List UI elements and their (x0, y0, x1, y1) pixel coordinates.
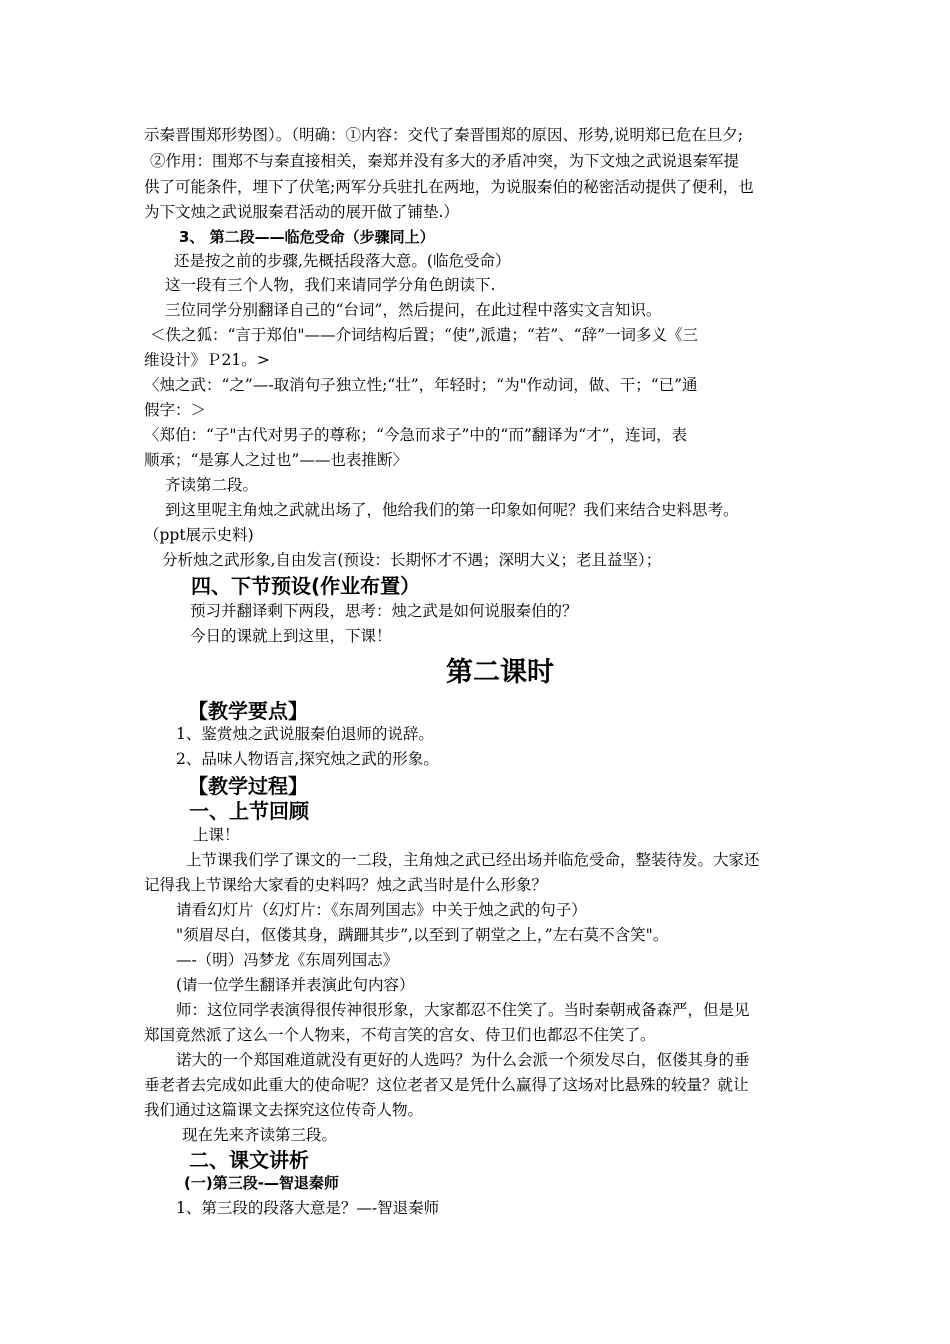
paragraph-line: 维设计》Ｐ21。> (144, 351, 270, 369)
paragraph-line: 供了可能条件，埋下了伏笔;两军分兵驻扎在两地，为说服秦伯的秘密活动提供了便利，也 (144, 178, 754, 196)
paragraph-line: 到这里呢主角烛之武就出场了，他给我们的第一印象如何呢？我们来结合史料思考。 (165, 501, 739, 519)
section-heading: 二、课文讲析 (189, 1148, 309, 1172)
section-heading: 四、下节预设(作业布置） (191, 574, 421, 598)
paragraph-line: 〈郑伯：“子"古代对男子的尊称；“今急而求子”中的“而”翻译为“才”，连词，表 (144, 426, 688, 444)
paragraph-line: 三位同学分别翻译自己的“台词”，然后提问，在此过程中落实文言知识。 (165, 301, 662, 319)
section-heading: 【教学过程】 (188, 774, 308, 798)
paragraph-line: 齐读第二段。 (165, 476, 259, 494)
lesson-title: 第二课时 (446, 657, 554, 688)
paragraph-line: 今日的课就上到这里，下课！ (190, 627, 392, 645)
paragraph-line: (请一位学生翻译并表演此句内容） (176, 976, 415, 994)
subsection-heading: (一)第三段-—智退秦师 (184, 1174, 339, 1192)
paragraph-line: ②作用：围郑不与秦直接相关，秦郑并没有多大的矛盾冲突，为下文烛之武说退秦军提 (150, 152, 740, 170)
paragraph-line: 我们通过这篇课文去探究这位传奇人物。 (144, 1101, 424, 1119)
paragraph-line: （ppt展示史料) (144, 526, 254, 544)
paragraph-line: 示秦晋围郑形势图）。（明确：①内容：交代了秦晋围郑的原因、形势,说明郑已危在旦夕; (144, 126, 744, 144)
paragraph-line: 还是按之前的步骤,先概括段落大意。(临危受命） (174, 252, 511, 270)
paragraph-line: 现在先来齐读第三段。 (182, 1126, 338, 1144)
paragraph-line: 为下文烛之武说服秦君活动的展开做了铺垫.） (144, 203, 459, 221)
paragraph-line: "须眉尽白，伛偻其身，蹒跚其步”,以至到了朝堂之上，”左右莫不含笑"。 (176, 926, 669, 944)
paragraph-line: 预习并翻译剩下两段，思考：烛之武是如何说服秦伯的？ (190, 602, 578, 620)
paragraph-line: 顺承；“是寡人之过也”——也表推断〉 (144, 451, 408, 469)
paragraph-line: 垂老者去完成如此重大的使命呢？这位老者又是凭什么赢得了这场对比悬殊的较量？就让 (144, 1076, 749, 1094)
paragraph-line: 分析烛之武形象,自由发言(预设：长期怀才不遇；深明大义；老且益坚）； (162, 551, 662, 569)
paragraph-line: 这一段有三个人物，我们来请同学分角色朗读下. (165, 276, 496, 294)
list-item: 1、鉴赏烛之武说服秦伯退师的说辞。 (176, 725, 434, 743)
paragraph-line: 请看幻灯片（幻灯片：《东周列国志》中关于烛之武的句子） (176, 901, 587, 919)
paragraph-line: 〈烛之武：“之”—-取消句子独立性;“壮”，年轻时；“为"作动词，做、干；“已”通 (144, 376, 698, 394)
paragraph-line: 师：这位同学表演得很传神很形象，大家都忍不住笑了。当时秦朝戒备森严，但是见 (176, 1001, 750, 1019)
paragraph-line: 假字：＞ (144, 401, 207, 419)
section-heading: 一、上节回顾 (189, 799, 309, 823)
paragraph-line: 上节课我们学了课文的一二段，主角烛之武已经出场并临危受命，整装待发。大家还 (186, 851, 760, 869)
paragraph-line: ＜佚之狐：“言于郑伯"——介词结构后置；“使”,派遣；“若”、“辞”一词多义《三 (150, 326, 699, 344)
paragraph-line: 郑国竟然派了这么一个人物来，不苟言笑的宫女、侍卫们也都忍不住笑了。 (144, 1026, 656, 1044)
section-heading: 3、 第二段——临危受命（步骤同上） (179, 228, 435, 246)
paragraph-line: 记得我上节课给大家看的史料吗？烛之武当时是什么形象？ (144, 876, 548, 894)
paragraph-line: 上课！ (193, 826, 240, 844)
paragraph-line: —-（明）冯梦龙《东周列国志》 (176, 951, 399, 969)
paragraph-line: 诺大的一个郑国难道就没有更好的人选吗？为什么会派一个须发尽白，伛偻其身的垂 (176, 1051, 750, 1069)
paragraph-line: 1、第三段的段落大意是？—-智退秦师 (176, 1199, 440, 1217)
section-heading: 【教学要点】 (188, 699, 308, 723)
list-item: 2、品味人物语言,探究烛之武的形象。 (176, 750, 439, 768)
